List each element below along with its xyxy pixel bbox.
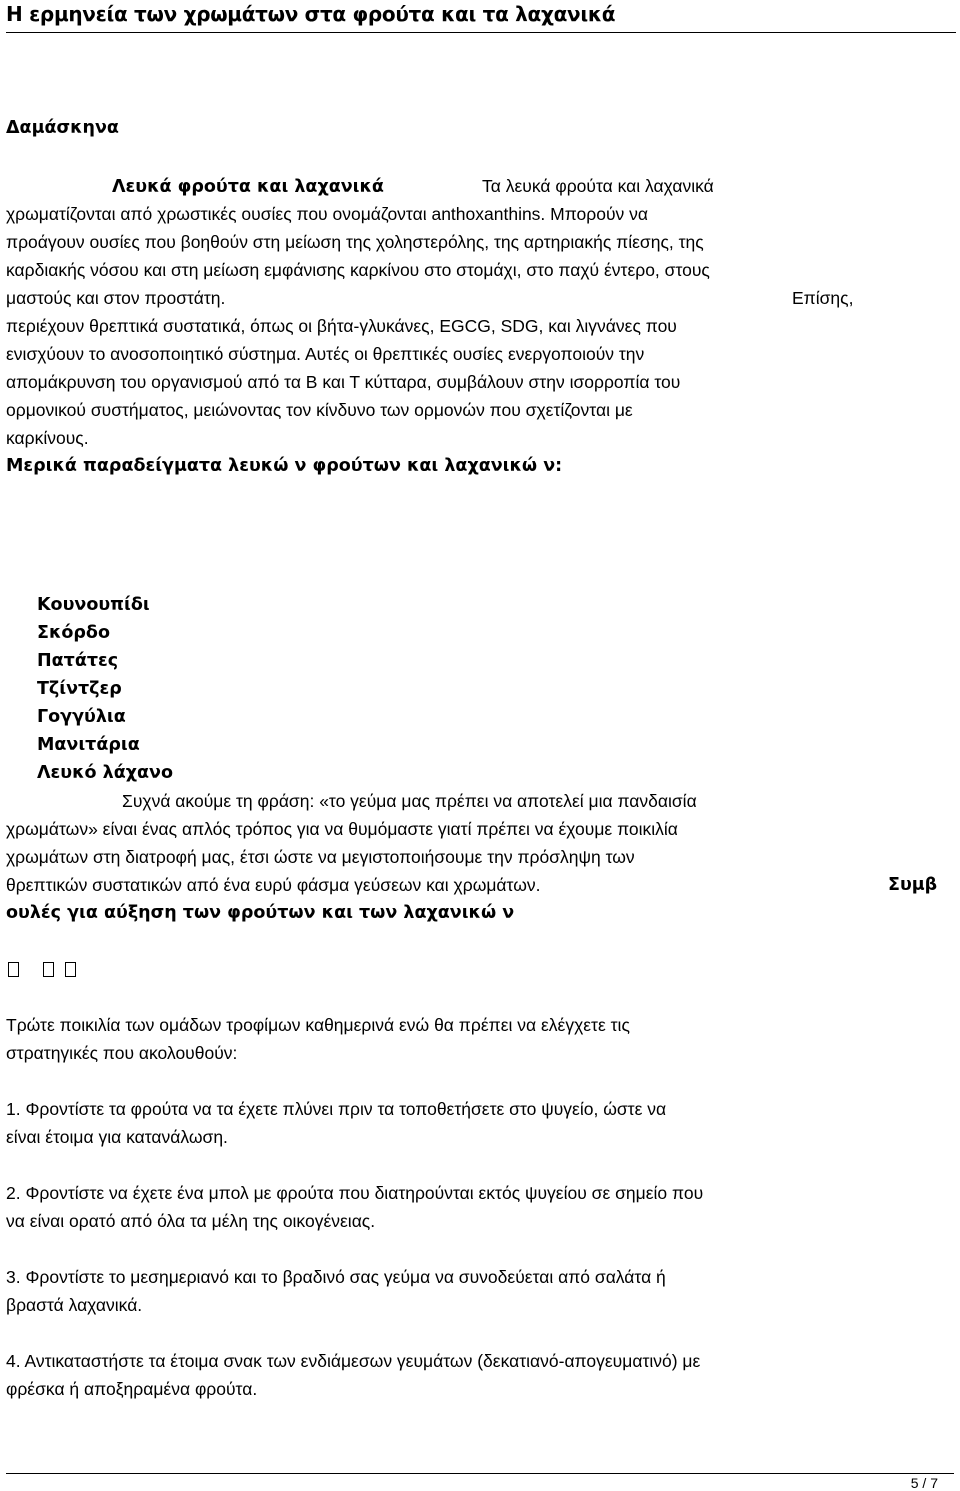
paragraph-line: απομάκρυνση του οργανισμού από τα Β και Τ κύτταρα, συμβάλουν στην ισορροπία του	[6, 372, 681, 392]
list-item: Μανιτάρια	[37, 735, 140, 755]
glyph-box	[8, 962, 19, 977]
tip-item: 3. Φροντίστε το μεσημεριανό και το βραδινό σας γεύμα να συνοδεύεται από σαλάτα ή	[6, 1267, 666, 1287]
glyph-box	[43, 962, 54, 977]
tip-item-cont: φρέσκα ή αποξηραμένα φρούτα.	[6, 1379, 258, 1399]
paragraph-line: περιέχουν θρεπτικά συστατικά, όπως οι βήτα-γλυκάνες, EGCG, SDG, και λιγνάνες που	[6, 316, 677, 336]
white-intro-start: Τα λευκά φρούτα και λαχανικά	[482, 176, 714, 196]
page-number: 5 / 7	[910, 1475, 938, 1491]
paragraph-line: Συχνά ακούμε τη φράση: «το γεύμα μας πρέπει να αποτελεί μια πανδαισία	[122, 791, 697, 811]
tips-heading: ουλές για αύξηση των φρούτων και των λαχανικώ ν	[6, 903, 515, 923]
tip-item: 4. Αντικαταστήστε τα έτοιμα σνακ των ενδιάμεσων γευμάτων (δεκατιανό-απογευματινό) με	[6, 1351, 701, 1371]
tip-item-cont: είναι έτοιμα για κατανάλωση.	[6, 1127, 228, 1147]
section-heading-plums: Δαμάσκηνα	[6, 118, 119, 138]
white-heading-text: Λευκά φρούτα και λαχανικά	[112, 177, 384, 197]
paragraph-line: ορμονικού συστήματος, μειώνοντας τον κίνδυνο των ορμονών που σχετίζονται με	[6, 400, 633, 420]
missing-glyph-boxes	[8, 959, 80, 978]
paragraph-line: καρκίνους.	[6, 428, 89, 448]
paragraph-line: μαστούς και στον προστάτη.	[6, 288, 226, 308]
paragraph-line: θρεπτικών συστατικών από ένα ευρύ φάσμα γεύσεων και χρωμάτων.	[6, 875, 541, 895]
paragraph-also: Επίσης,	[792, 288, 854, 308]
list-item: Κουνουπίδι	[37, 595, 150, 615]
tip-item: 1. Φροντίστε τα φρούτα να τα έχετε πλύνει πριν τα τοποθετήσετε στο ψυγείο, ώστε να	[6, 1099, 667, 1119]
list-item: Λευκό λάχανο	[37, 763, 174, 783]
paragraph-line: Τρώτε ποικιλία των ομάδων τροφίμων καθημερινά ενώ θα πρέπει να ελέγχετε τις	[6, 1015, 630, 1035]
list-item: Τζίντζερ	[37, 679, 122, 699]
list-item: Σκόρδο	[37, 623, 110, 643]
paragraph-line: χρωματίζονται από χρωστικές ουσίες που ονομάζονται anthoxanthins. Μπορούν να	[6, 204, 649, 224]
tips-heading-part: Συμβ	[888, 875, 938, 895]
list-item: Γογγύλια	[37, 707, 126, 727]
examples-heading: Μερικά παραδείγματα λευκώ ν φρούτων και λαχανικώ ν:	[6, 456, 563, 476]
tip-item-cont: βραστά λαχανικά.	[6, 1295, 143, 1315]
white-section-heading	[112, 176, 384, 197]
paragraph-line: προάγουν ουσίες που βοηθούν στη μείωση της χοληστερόλης, της αρτηριακής πίεσης, της	[6, 232, 704, 252]
paragraph-line: στρατηγικές που ακολουθούν:	[6, 1043, 238, 1063]
paragraph-line: χρωμάτων στη διατροφή μας, έτσι ώστε να μεγιστοποιήσουμε την πρόσληψη των	[6, 847, 635, 867]
paragraph-line: καρδιακής νόσου και στη μείωση εμφάνισης καρκίνου στο στομάχι, στο παχύ έντερο, στους	[6, 260, 710, 280]
paragraph-line: ενισχύουν το ανοσοποιητικό σύστημα. Αυτές οι θρεπτικές ουσίες ενεργοποιούν την	[6, 344, 645, 364]
paragraph-line: χρωμάτων» είναι ένας απλός τρόπος για να θυμόμαστε γιατί πρέπει να έχουμε ποικιλία	[6, 819, 678, 839]
list-item: Πατάτες	[37, 651, 119, 671]
glyph-box	[65, 962, 76, 977]
footer-divider	[6, 1473, 954, 1474]
tip-item: 2. Φροντίστε να έχετε ένα μπολ με φρούτα που διατηρούνται εκτός ψυγείου σε σημείο που	[6, 1183, 704, 1203]
tip-item-cont: να είναι ορατό από όλα τα μέλη της οικογένειας.	[6, 1211, 376, 1231]
page-title: Η ερμηνεία των χρωμάτων στα φρούτα και τα λαχανικά	[6, 2, 956, 33]
